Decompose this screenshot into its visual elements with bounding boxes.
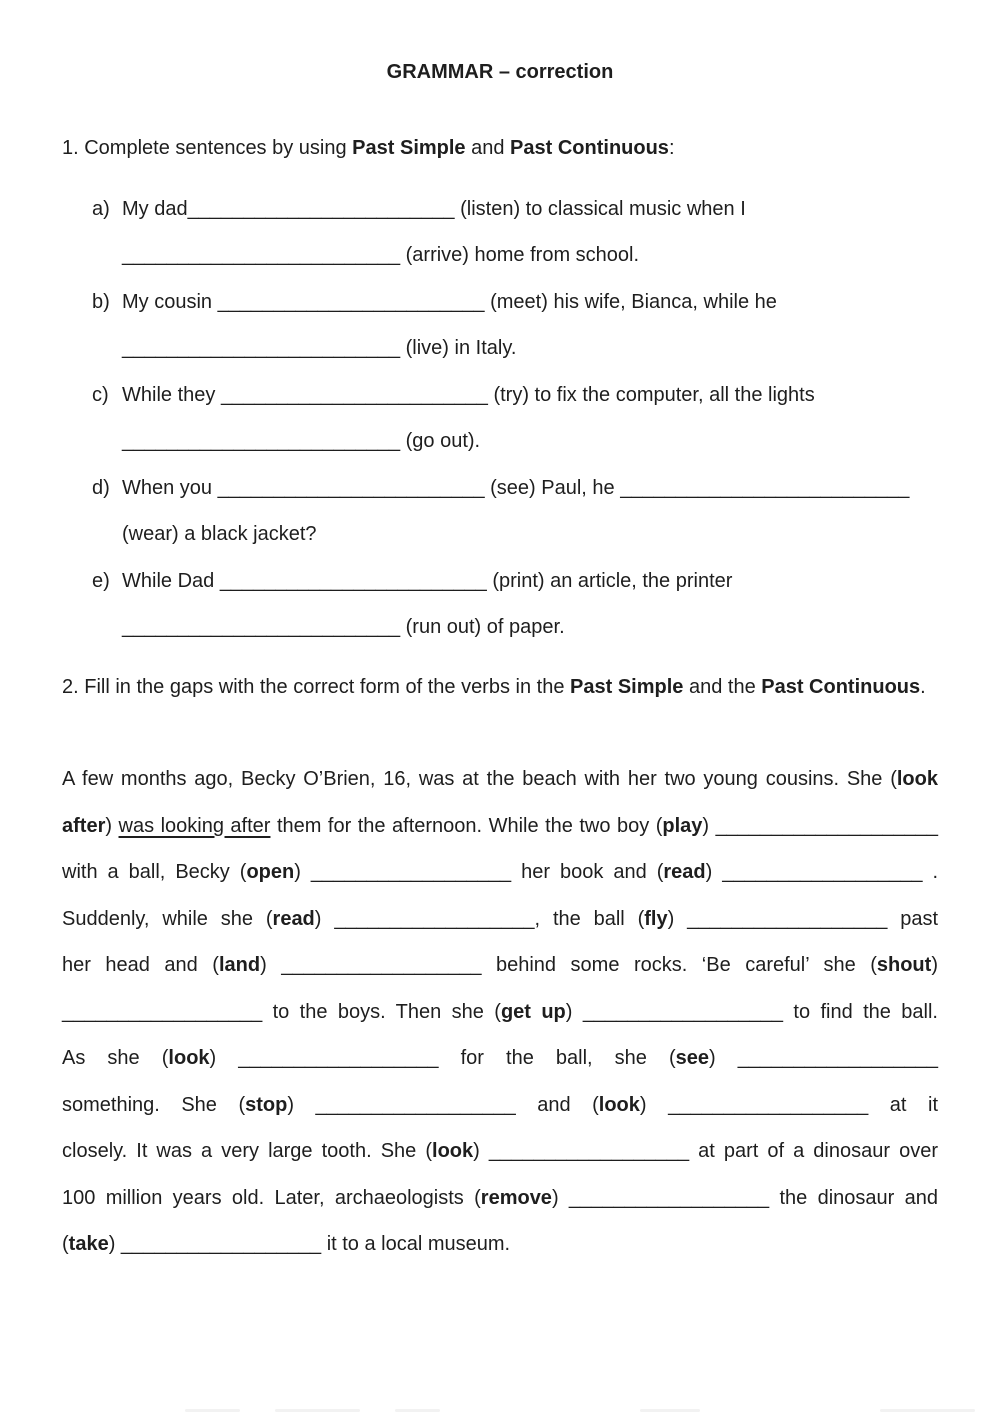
text-segment: (go out).: [400, 430, 481, 452]
item-line: [122, 232, 960, 279]
fill-blank[interactable]: __________________: [238, 1047, 439, 1069]
text-segment: Suddenly, while she (: [62, 907, 273, 930]
paragraph-line: [62, 849, 938, 896]
paragraph-line: [62, 1128, 938, 1175]
text-segment: (live) in Italy.: [400, 337, 517, 359]
item-lines: [122, 186, 1000, 279]
text-segment: (listen) to classical music when I: [454, 197, 746, 220]
text-segment: Past Simple: [570, 675, 684, 698]
paragraph-line: [62, 803, 938, 850]
text-segment: ): [287, 1093, 316, 1116]
text-segment: (wear) a black jacket?: [122, 523, 317, 545]
text-segment: ): [473, 1140, 489, 1162]
text-segment: after: [62, 814, 106, 837]
text-segment: look: [168, 1047, 210, 1069]
text-segment: land: [218, 954, 261, 976]
item-line: [122, 372, 960, 419]
text-segment: to find the ball.: [783, 1000, 938, 1023]
item-line: [122, 186, 960, 233]
item-label: d): [92, 476, 110, 499]
text-segment: and the: [683, 675, 762, 698]
fill-blank[interactable]: ________________________: [220, 383, 488, 406]
text-segment: it to a local museum.: [321, 1233, 511, 1255]
item-lines: [122, 279, 1000, 372]
text-segment: 1. Complete sentences by using: [62, 137, 353, 159]
paragraph-line: [62, 1221, 938, 1268]
text-segment: When you: [122, 476, 218, 499]
text-segment: read: [663, 861, 706, 883]
text-segment: closely. It was a very large tooth. She (: [62, 1140, 433, 1162]
fill-blank[interactable]: ________________________: [217, 290, 485, 313]
item-line: [122, 325, 960, 372]
item-lines: [122, 465, 1000, 558]
fill-blank[interactable]: _________________________: [122, 430, 401, 452]
item-label: b): [92, 290, 110, 313]
text-segment: (run out) of paper.: [400, 616, 565, 638]
text-segment: ): [702, 814, 716, 837]
fill-blank[interactable]: __________________: [582, 1000, 784, 1023]
exercise-item-d: [0, 465, 1000, 558]
fill-blank[interactable]: __________________: [488, 1140, 690, 1162]
text-segment: get up: [500, 1000, 566, 1023]
text-segment: (arrive) home from school.: [400, 244, 640, 266]
text-segment: stop: [245, 1093, 288, 1116]
text-segment: My dad: [122, 197, 188, 220]
text-segment: look: [896, 768, 938, 790]
text-segment: ): [260, 954, 282, 976]
text-segment: past: [887, 907, 939, 930]
text-segment: them for the afternoon. While the two boy (: [270, 814, 663, 837]
item-label: e): [92, 569, 110, 592]
fill-blank[interactable]: __________________: [281, 954, 482, 976]
text-segment: take: [68, 1233, 109, 1255]
text-segment: open: [246, 861, 295, 883]
exercise-item-a: [0, 186, 1000, 279]
text-segment: (try) to fix the computer, all the lights: [487, 383, 815, 406]
text-segment: for the ball, she (: [438, 1047, 676, 1069]
text-segment: While Dad: [122, 569, 220, 592]
fill-blank[interactable]: _________________________: [122, 616, 401, 638]
text-segment: with a ball, Becky (: [62, 861, 247, 883]
text-segment: was looking after: [118, 814, 271, 837]
fill-blank[interactable]: __________________: [334, 907, 535, 930]
text-segment: ): [551, 1186, 569, 1209]
item-line: [122, 279, 960, 326]
text-segment: the dinosaur and: [769, 1186, 938, 1209]
item-lines: [122, 558, 1000, 651]
text-segment: (print) an article, the printer: [486, 569, 733, 592]
text-segment: see: [675, 1047, 710, 1069]
text-segment: ): [209, 1047, 239, 1069]
text-segment: (: [62, 1233, 69, 1255]
fill-blank[interactable]: __________________: [568, 1186, 770, 1209]
next-page-text-artifact: [0, 1407, 1000, 1413]
fill-blank[interactable]: _________________________: [122, 244, 401, 266]
paragraph-line: [62, 1035, 938, 1082]
paragraph-line: [62, 1082, 938, 1129]
item-line: [122, 604, 960, 651]
fill-blank[interactable]: __________________: [737, 1047, 939, 1069]
paragraph-line: [62, 896, 938, 943]
fill-blank[interactable]: ________________________: [217, 476, 485, 499]
fill-blank[interactable]: _________________________: [122, 337, 401, 359]
paragraph-line: [62, 1175, 938, 1222]
fill-blank[interactable]: __________________: [668, 1093, 869, 1116]
text-segment: 2. Fill in the gaps with the correct form of the verbs in the: [62, 675, 571, 698]
text-segment: read: [272, 907, 315, 930]
text-segment: (meet) his wife, Bianca, while he: [484, 290, 777, 313]
text-segment: and: [465, 137, 511, 159]
paragraph-line: [62, 989, 938, 1036]
text-segment: and (: [515, 1093, 599, 1116]
paragraph-line: [62, 942, 938, 989]
exercise1-list: [0, 186, 1000, 651]
text-segment: Past Continuous: [510, 137, 669, 159]
item-line: [122, 465, 960, 512]
text-segment: As she (: [62, 1047, 169, 1069]
fill-blank[interactable]: __________________: [315, 1093, 516, 1116]
text-segment: ): [314, 907, 335, 930]
exercise2-heading: [62, 664, 942, 711]
item-line: [122, 418, 960, 465]
text-segment: Past Simple: [352, 137, 466, 159]
text-segment: play: [662, 814, 703, 837]
exercise2-paragraph: [62, 756, 938, 1268]
text-segment: 100 million years old. Later, archaeologists (: [62, 1186, 481, 1209]
fill-blank[interactable]: __________________: [310, 861, 512, 883]
fill-blank[interactable]: __________________: [722, 861, 923, 883]
text-segment: her book and (: [511, 861, 664, 883]
fill-blank[interactable]: ________________________: [187, 197, 455, 220]
item-line: [122, 511, 960, 558]
item-line: [122, 558, 960, 605]
text-segment: remove: [480, 1186, 552, 1209]
text-segment: look: [598, 1093, 640, 1116]
text-segment: :: [668, 137, 675, 159]
fill-blank[interactable]: ________________________: [219, 569, 487, 592]
text-segment: ): [105, 814, 119, 837]
text-segment: shout: [876, 954, 932, 976]
exercise-item-b: [0, 279, 1000, 372]
text-segment: , the ball (: [534, 907, 645, 930]
paragraph-line: [62, 756, 938, 803]
text-segment: at part of a dinosaur over: [689, 1140, 938, 1162]
fill-blank[interactable]: __________________________: [620, 476, 910, 499]
text-segment: behind some rocks. ‘Be careful’ she (: [481, 954, 877, 976]
text-segment: fly: [644, 907, 668, 930]
text-segment: ): [667, 907, 688, 930]
item-label: a): [92, 197, 110, 220]
text-segment: her head and (: [62, 954, 219, 976]
exercise-item-c: [0, 372, 1000, 465]
text-segment: .: [920, 675, 926, 698]
fill-blank[interactable]: __________________: [62, 1000, 263, 1023]
text-segment: at it: [868, 1093, 938, 1116]
exercise1-heading: [62, 125, 942, 172]
item-label: c): [92, 383, 109, 406]
text-segment: (see) Paul, he: [484, 476, 621, 499]
text-segment: ): [709, 1047, 738, 1069]
fill-blank[interactable]: __________________: [120, 1233, 322, 1255]
text-segment: to the boys. Then she (: [262, 1000, 501, 1023]
text-segment: While they: [122, 383, 221, 406]
text-segment: My cousin: [122, 290, 218, 313]
fill-blank[interactable]: __________________: [687, 907, 888, 930]
item-lines: [122, 372, 1000, 465]
text-segment: ): [931, 954, 938, 976]
text-segment: look: [432, 1140, 474, 1162]
text-segment: A few months ago, Becky O’Brien, 16, was at the beach with her two young cousins. She (: [62, 768, 897, 790]
text-segment: ): [639, 1093, 669, 1116]
text-segment: Past Continuous: [761, 675, 921, 698]
text-segment: ): [705, 861, 723, 883]
page-title: GRAMMAR – correction: [386, 61, 614, 83]
text-segment: ): [108, 1233, 121, 1255]
text-segment: something. She (: [62, 1093, 246, 1116]
text-segment: ): [565, 1000, 583, 1023]
text-segment: ): [294, 861, 311, 883]
exercise-item-e: [0, 558, 1000, 651]
fill-blank[interactable]: ____________________: [715, 814, 939, 837]
text-segment: .: [922, 861, 939, 883]
